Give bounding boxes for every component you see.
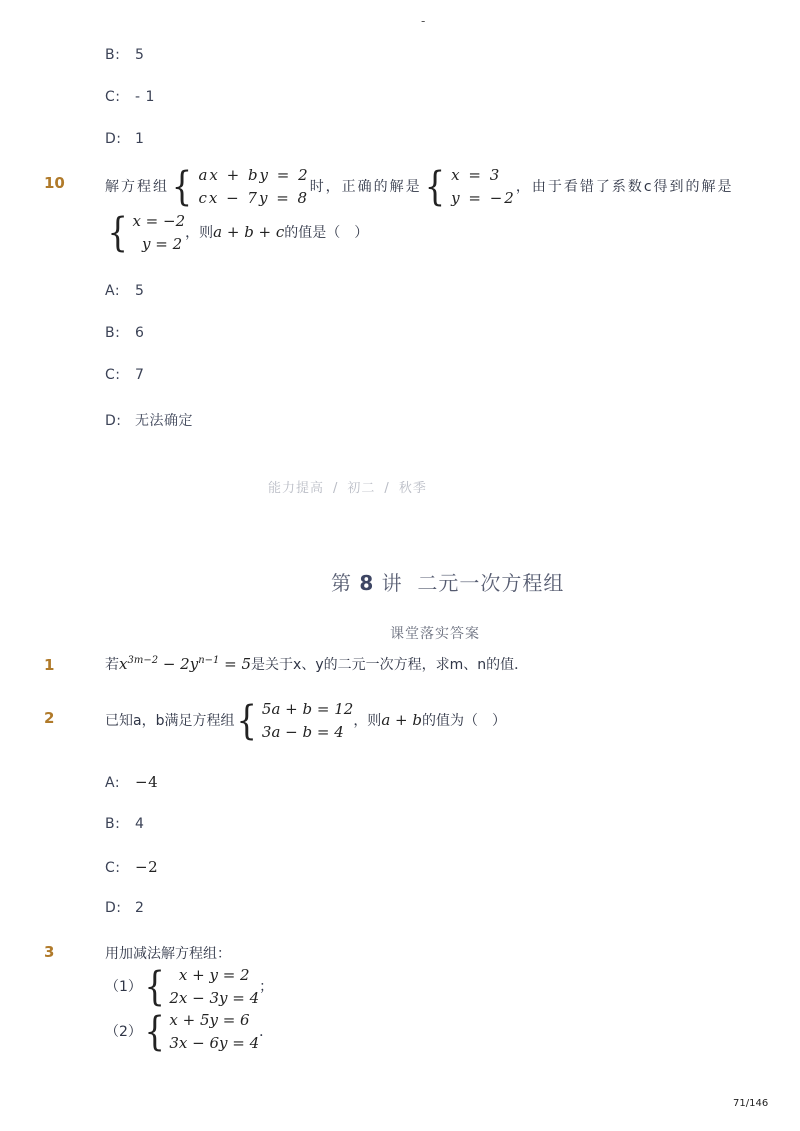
question-3-part-1	[105, 964, 273, 1010]
option-a[interactable]	[105, 773, 158, 791]
question-text: ，则	[353, 713, 382, 729]
option-d[interactable]	[105, 131, 144, 147]
option-c[interactable]	[105, 367, 144, 383]
question-number: 3	[44, 943, 55, 961]
option-b[interactable]	[105, 816, 144, 832]
question-3-part-2	[105, 1009, 273, 1055]
option-a[interactable]	[105, 283, 144, 299]
lecture-prefix: 第	[331, 571, 352, 595]
option-value: 1	[135, 131, 145, 147]
lecture-number: 8	[359, 571, 375, 595]
question-text: 已知a，b满足方程组	[105, 713, 235, 729]
math-term: x	[119, 655, 128, 673]
question-text: 的值为（ ）	[421, 713, 506, 729]
equation-system: { x + 5y = 6 3x − 6y = 4	[144, 1009, 260, 1055]
question-text: 的值是（ ）	[284, 225, 369, 241]
option-value: 7	[135, 367, 145, 383]
equation-line: ax + by = 2	[198, 166, 310, 184]
question-number: 10	[44, 174, 65, 192]
question-text: ．	[259, 1024, 274, 1040]
question-1	[105, 654, 528, 674]
equation-line: cx − 7y = 8	[198, 189, 310, 207]
question-text: ，由于看错了系数c得到的解是	[515, 179, 734, 195]
section-subtitle: 课堂落实答案	[390, 626, 480, 642]
option-letter: C:	[105, 860, 121, 876]
option-c[interactable]	[105, 858, 158, 876]
breadcrumb	[268, 477, 427, 496]
question-10-line1	[105, 164, 745, 210]
option-letter: D:	[105, 413, 122, 429]
option-d[interactable]	[105, 410, 193, 430]
equation-line: 3x − 6y = 4	[169, 1034, 260, 1052]
lecture-title	[331, 567, 564, 596]
option-value: - 1	[135, 89, 155, 105]
option-letter: C:	[105, 89, 121, 105]
option-letter: A:	[105, 775, 121, 791]
question-number: 1	[44, 656, 55, 674]
option-d[interactable]	[105, 900, 144, 916]
option-letter: B:	[105, 816, 121, 832]
equation-line: x = −2	[132, 212, 186, 230]
lecture-suffix: 讲	[381, 571, 403, 595]
sub-question-label: （2）	[105, 1024, 142, 1040]
header-dash: -	[421, 14, 426, 28]
breadcrumb-separator: /	[384, 481, 390, 496]
math-exponent: 3m−2	[127, 655, 159, 666]
breadcrumb-item[interactable]: 初二	[347, 481, 376, 496]
equation-line: 3a − b = 4	[261, 723, 344, 741]
equation-system: { x = 3 y = −2	[424, 164, 516, 210]
question-text: 解方程组	[105, 179, 169, 195]
option-value: 5	[135, 283, 145, 299]
question-2	[105, 698, 506, 744]
equation-system: { x = −2 y = 2	[107, 210, 186, 256]
equation-system: { x + y = 2 2x − 3y = 4	[144, 964, 260, 1010]
option-b[interactable]	[105, 47, 144, 63]
equation-line: x = 3	[451, 166, 502, 184]
math-term: − 2y	[158, 655, 199, 673]
lecture-name: 二元一次方程组	[417, 571, 565, 595]
sub-question-label: （1）	[105, 979, 142, 995]
option-value: 2	[135, 900, 145, 916]
option-letter: B:	[105, 47, 121, 63]
option-letter: D:	[105, 131, 122, 147]
option-value: 无法确定	[135, 413, 193, 429]
question-text: ；	[259, 979, 274, 995]
question-text: 时，正确的解是	[309, 179, 422, 195]
math-exponent: n−1	[198, 655, 220, 666]
equation-line: 2x − 3y = 4	[169, 989, 260, 1007]
option-value: −4	[135, 773, 159, 791]
page-number: 71/146	[733, 1098, 769, 1109]
question-3-prompt: 用加减法解方程组：	[105, 946, 231, 962]
breadcrumb-separator: /	[333, 481, 339, 496]
question-text: 是关于x、y的二元一次方程，求m、n的值．	[251, 657, 529, 673]
option-letter: C:	[105, 367, 121, 383]
breadcrumb-item[interactable]: 秋季	[398, 481, 427, 496]
option-value: 6	[135, 325, 145, 341]
equation-line: y = 2	[132, 235, 183, 253]
question-text: 若	[105, 657, 119, 673]
option-letter: B:	[105, 325, 121, 341]
option-b[interactable]	[105, 325, 144, 341]
option-value: −2	[135, 858, 159, 876]
math-term: = 5	[219, 655, 252, 673]
option-letter: A:	[105, 283, 121, 299]
equation-system: { ax + by = 2 cx − 7y = 8	[171, 164, 310, 210]
option-value: 4	[135, 816, 145, 832]
question-number: 2	[44, 709, 55, 727]
option-value: 5	[135, 47, 145, 63]
math-expression: a + b + c	[213, 223, 285, 241]
math-expression	[119, 655, 251, 673]
question-text: ，则	[185, 225, 214, 241]
equation-line: y = −2	[451, 189, 516, 207]
breadcrumb-item[interactable]: 能力提高	[268, 481, 325, 496]
option-letter: D:	[105, 900, 122, 916]
question-10-line2	[105, 210, 368, 256]
equation-line: 5a + b = 12	[261, 700, 354, 718]
math-expression: a + b	[381, 711, 422, 729]
equation-line: x + y = 2	[169, 966, 250, 984]
equation-system: { 5a + b = 12 3a − b = 4	[237, 698, 354, 744]
equation-line: x + 5y = 6	[169, 1011, 250, 1029]
option-c[interactable]	[105, 89, 155, 105]
